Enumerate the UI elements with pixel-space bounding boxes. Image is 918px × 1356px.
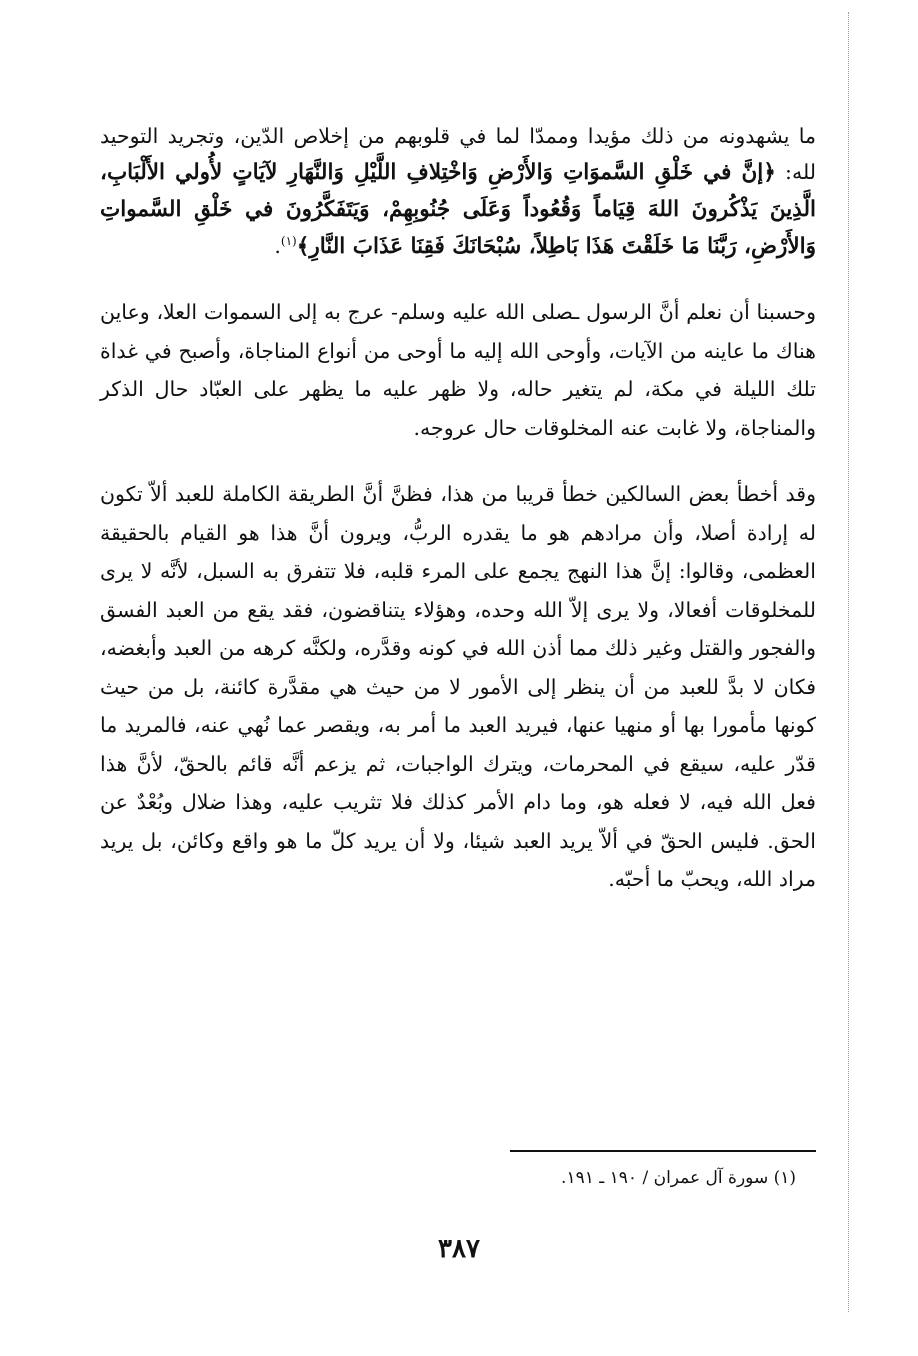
page-body [100,118,816,899]
footnote: (١) سورة آل عمران / ١٩٠ ـ ١٩١. [561,1168,796,1188]
paragraph-1 [100,118,816,265]
paragraph-1-end: . [274,234,281,258]
quran-verse: ﴿إنَّ في خَلْقِ السَّموَاتِ وَالأَرْضِ وَاخْتِلافِ اللَّيْلِ وَالنَّهَارِ لآيَاتٍ لأُولي الأَلْبَابِ، الَّذِينَ يَذْكُرونَ اللهَ قِيَاماً وَقُعُوداً وَعَلَى جُنُوبِهِمْ، وَيَتَفَكَّرُونَ في خَلْقِ السَّمواتِ وَالأَرْضِ، رَبَّنَا مَا خَلَقْتَ هَذَا بَاطِلاً، سُبْحَانَكَ فَقِنَا عَذَابَ النَّارِ﴾ [100,160,816,259]
paragraph-2: وحسبنا أن نعلم أنَّ الرسول ـصلى الله عليه وسلم- عرج به إلى السموات العلا، وعاين هناك ما عاينه من الآيات، وأوحى الله إليه ما أوحى من أنواع المناجاة، وأصبح في غداة تلك الليلة في مكة، لم يتغير حاله، ولا ظهر عليه ما يظهر على العبّاد حال الذكر والمناجاة، ولا غابت عنه المخلوقات حال عروجه. [100,300,816,440]
paragraph-1-intro: ما يشهدونه من ذلك مؤيدا وممدّا لما في قلوبهم من إخلاص الدّين، وتجريد التوحيد لله: [100,124,816,184]
footnote-separator [510,1150,816,1152]
paragraph-3: وقد أخطأ بعض السالكين خطأ قريبا من هذا، فظنَّ أنَّ الطريقة الكاملة للعبد ألاّ تكون له إرادة أصلا، وأن مرادهم هو ما يقدره الربُّ، ويرون أنَّ هذا هو القيام بالحقيقة العظمى، وقالوا: إنَّ هذا النهج يجمع على المرء قلبه، فلا تتفرق به السبل، لأنَّه لا يرى للمخلوقات أفعالا، ولا يرى إلاّ الله وحده، وهؤلاء يتناقضون، فقد يقع من العبد الفسق والفجور والقتل وغير ذلك مما أذن الله في كونه وقدَّره، ولكنَّه كرهه من العبد وأبغضه، فكان لا بدَّ للعبد من أن ينظر إلى الأمور لا من حيث هي مقدَّرة كائنة، بل من حيث كونها مأمورا بها أو منهيا عنها، فيريد العبد ما أمر به، ويقصر عما نُهي عنه، فالمريد ما قدّر عليه، سيقع في المحرمات، ويترك الواجبات، ثم يزعم أنَّه قائم بالحقّ، لأنَّ هذا فعل الله فيه، لا فعله هو، وما دام الأمر كذلك فلا تثريب عليه، وهذا ضلال وبُعْدٌ عن الحق. فليس الحقّ في ألاّ يريد العبد شيئا، ولا أن يريد كلّ ما هو واقع وكائن، بل يريد مراد الله، ويحبّ ما أحبّه. [100,482,816,891]
scan-edge-mark [848,12,850,1312]
page-number: ٣٨٧ [438,1234,480,1264]
footnote-ref: (١) [280,234,297,249]
